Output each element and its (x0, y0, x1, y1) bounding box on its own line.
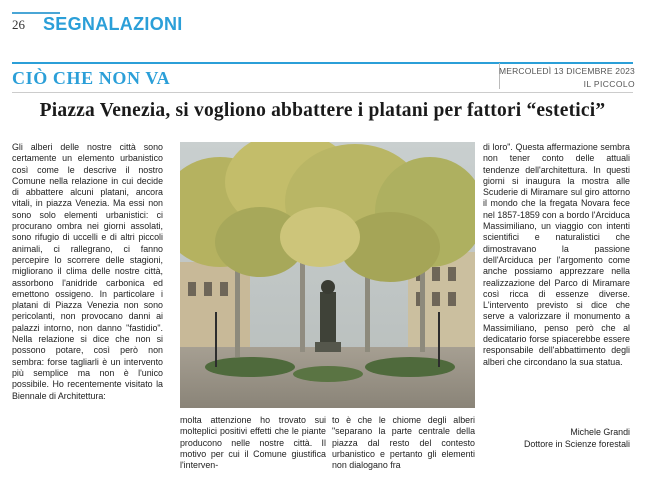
article-photo (180, 142, 475, 408)
rubric-title: CIÒ CHE NON VA (12, 68, 171, 88)
article-column-4: di loro". Questa affermazione sembra non tener conto delle attuali tendenze dell'architettura. In questi giorni si inaugura la mostra alle Scuderie di Miramare sul giro attorno il mondo che la fregata Novara fece nel 1857-1859 con a bordo l'Arciduca Massimiliano, un viaggio con intenti scientifici e naturalistici che dimostravano la passione dell'Arciduca per l'argomento come anche possiamo apprezzare nella realizzazione del Parco di Miramare così ricca di essenze diverse. L'intervento previsto si dice che serve a valorizzare il monumento a Massimiliano, penso però che al dedicatario forse spiacerebbe essere responsabile dell'abbattimento degli alberi che circondano la sua statua. (483, 142, 630, 367)
author-title: Dottore in Scienze forestali (523, 439, 630, 449)
article-column-2: molta attenzione ho trovato sui molteplici positivi effetti che le piante producono nelle nostre città. Il motivo per cui il Comune giustifica l'interven- (180, 415, 326, 471)
rubric-divider (12, 92, 633, 93)
section-title: SEGNALAZIONI (43, 14, 183, 34)
article-headline: Piazza Venezia, si vogliono abbattere i platani per fattori “estetici” (39, 100, 606, 121)
author-name: Michele Grandi (570, 427, 630, 437)
newspaper-name: IL PICCOLO (583, 79, 635, 89)
article-column-1: Gli alberi delle nostre città sono certamente un elemento urbanistico così come le descrive il nostro Comune nella relazione in cui decide di abbattere alcuni platani, ancora vitali, in piazza Venezia. Ma essi non sono solo elementi urbanistici: ci procurano ombra nei giorni assolati, sono rifugio di uccelli e di altri piccoli animali, ci rallegrano, ci fanno percepire lo scorrere delle stagioni, migliorano il clima delle nostre città, assorbono l'anidride carbonica ed emettono ossigeno. In particolare i platani di Piazza Venezia non sono pericolanti, non provocano danni ai palazzi intorno, non danno "fastidio". Nella relazione si dice che non si possono potare, così però non sembra: forse tagliarli è un intervento più semplice ma non è l'unico possibile. Ho recentemente visitato la Biennale di Architettura: (12, 142, 163, 401)
issue-date: MERCOLEDÌ 13 DICEMBRE 2023 (498, 66, 635, 76)
page-number: 26 (12, 17, 25, 32)
article-column-3: to è che le chiome degli alberi "separano la parte centrale della piazza dal resto del contesto urbanistico e pertanto gli elementi non dialogano fra (332, 415, 475, 471)
